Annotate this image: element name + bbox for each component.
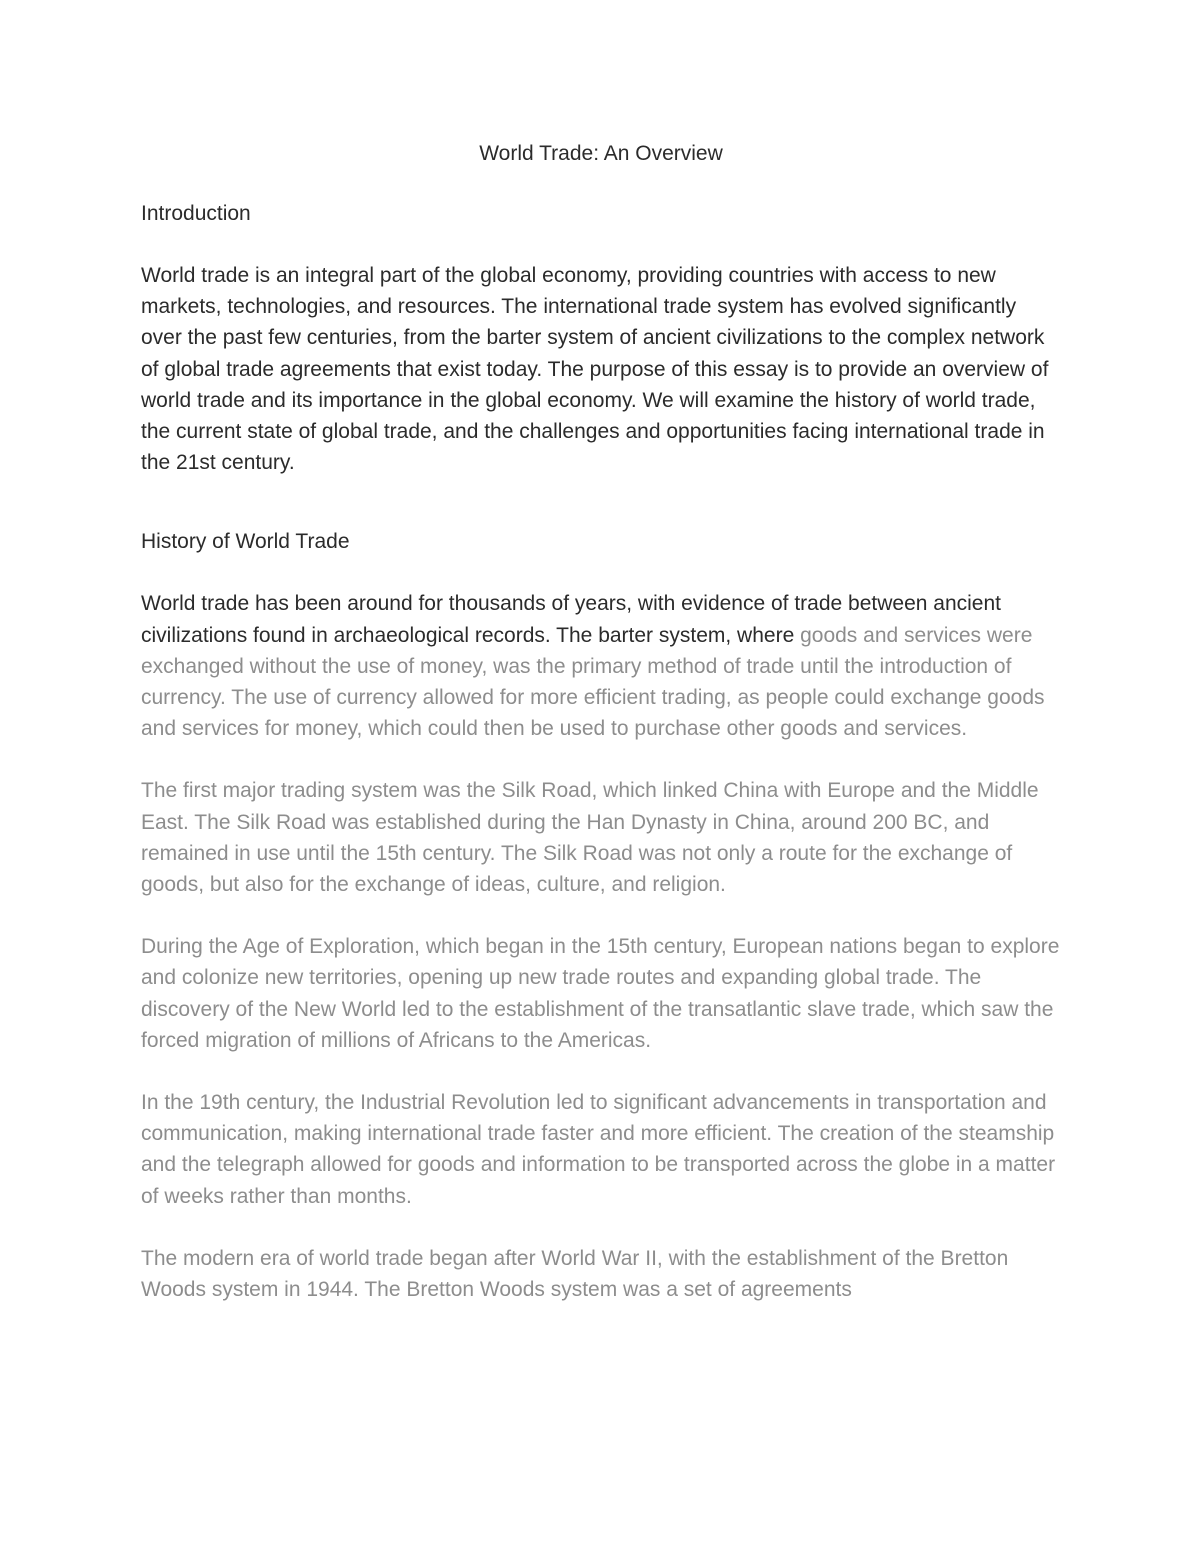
document-title: World Trade: An Overview: [479, 142, 723, 165]
history-paragraph-4: In the 19th century, the Industrial Revolution led to significant advancements in transportation and communication, making international trade faster and more efficient. The creation of the steamship and the telegraph allowed for goods and information to be transported across the globe in a matter of weeks rather than months.: [141, 1091, 1056, 1208]
history-paragraph-2: The first major trading system was the Silk Road, which linked China with Europe and the Middle East. The Silk Road was established during the Han Dynasty in China, around 200 BC, and remained in use until the 15th century. The Silk Road was not only a route for the exchange of goods, but also for the exchange of ideas, culture, and religion.: [141, 779, 1039, 897]
history-paragraph-3: During the Age of Exploration, which began in the 15th century, European nations began to explore and colonize new territories, opening up new trade routes and expanding global trade. The discovery of the New World led to the establishment of the transatlantic slave trade, which saw the forced migration of millions of Africans to the Americas.: [141, 935, 1060, 1052]
introduction-heading: Introduction: [141, 202, 251, 225]
history-heading: History of World Trade: [141, 530, 350, 554]
history-paragraph-1-faded: goods and services were exchanged without the use of money, was the primary method of trade until the introduction of currency. The use of currency allowed for more efficient trading, as people could exchange goods and services for money, which could then be used to purchase other goods and services.: [141, 623, 1045, 741]
document-body: [141, 140, 1061, 1336]
history-paragraph-1: [141, 588, 1061, 744]
history-paragraph-1-visible: World trade has been around for thousands of years, with evidence of trade between ancient civilizations found in archaeological records. The barter system, where: [141, 592, 1001, 647]
introduction-paragraph: World trade is an integral part of the global economy, providing countries with access to new markets, technologies, and resources. The international trade system has evolved significantly over the past few centuries, from the barter system of ancient civilizations to the complex network of global trade agreements that exist today. The purpose of this essay is to provide an overview of world trade and its importance in the global economy. We will examine the history of world trade, the current state of global trade, and the challenges and opportunities facing international trade in the 21st century.: [141, 264, 1049, 475]
history-paragraph-5: The modern era of world trade began after World War II, with the establishment of the Bretton Woods system in 1944. The Bretton Woods system was a set of agreements: [141, 1246, 1009, 1302]
